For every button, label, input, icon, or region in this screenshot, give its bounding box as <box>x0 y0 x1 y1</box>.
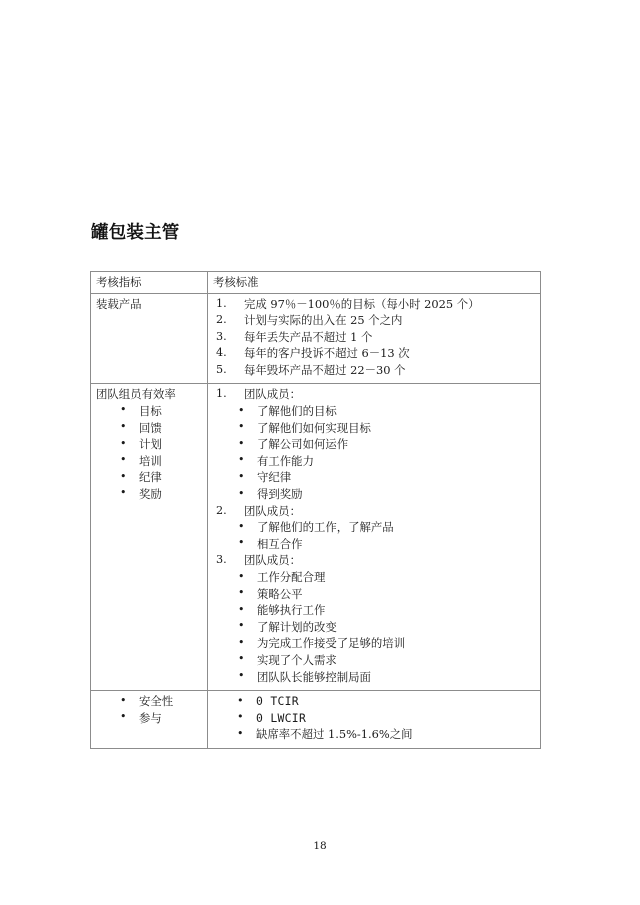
list-item: • 能够执行工作 <box>213 602 537 619</box>
sub-bullet-list <box>213 569 537 685</box>
list-number: 1. <box>216 296 227 310</box>
list-item <box>213 386 537 403</box>
list-item: • 0 TCIR <box>213 693 537 710</box>
list-item <box>213 312 537 329</box>
list-text: 每年丢失产品不超过 1 个 <box>244 329 373 344</box>
table-header-cell-standard <box>208 272 541 294</box>
table-row <box>91 293 541 384</box>
list-item: • 回馈 <box>96 420 204 437</box>
list-item: • 团队队长能够控制局面 <box>213 669 537 686</box>
list-text: 每年的客户投诉不超过 6－13 次 <box>244 346 410 361</box>
list-item: • 策略公平 <box>213 586 537 603</box>
list-item <box>213 345 537 362</box>
sub-bullet-list <box>213 403 537 503</box>
list-item: • 有工作能力 <box>213 453 537 470</box>
indicator-title: 装载产品 <box>96 296 142 311</box>
list-text: 计划与实际的出入在 25 个之内 <box>244 313 403 328</box>
list-item: • 工作分配合理 <box>213 569 537 586</box>
list-text: 完成 97％－100％的目标（每小时 2025 个） <box>244 296 480 311</box>
list-item <box>213 362 537 379</box>
assessment-table <box>90 271 541 749</box>
header-label-standard: 考核标准 <box>213 275 259 289</box>
standard-numbered-list <box>213 296 537 379</box>
list-item: • 了解公司如何运作 <box>213 436 537 453</box>
indicator-title: 团队组员有效率 <box>96 387 176 402</box>
page-number: 18 <box>313 840 327 852</box>
list-number: 2. <box>216 313 227 327</box>
row-standard-cell <box>208 691 541 749</box>
list-item <box>213 503 537 520</box>
list-item: • 目标 <box>96 403 204 420</box>
list-item: • 得到奖励 <box>213 486 537 503</box>
row-standard-cell <box>208 384 541 691</box>
indicator-bullet-list <box>96 693 204 726</box>
list-item: • 了解他们的工作，了解产品 <box>213 519 537 536</box>
list-item: • 了解计划的改变 <box>213 619 537 636</box>
list-text: 每年毁坏产品不超过 22－30 个 <box>244 362 406 377</box>
list-item <box>213 552 537 569</box>
list-number: 4. <box>216 346 227 360</box>
table-header-cell-indicator <box>91 272 208 294</box>
header-label-indicator: 考核指标 <box>96 275 142 289</box>
standard-numbered-list <box>213 386 537 685</box>
table-row <box>91 384 541 691</box>
list-number: 1. <box>216 387 227 401</box>
list-item: • 守纪律 <box>213 469 537 486</box>
list-item: • 了解他们如何实现目标 <box>213 420 537 437</box>
row-indicator-cell <box>91 293 208 384</box>
row-indicator-cell <box>91 691 208 749</box>
list-number: 3. <box>216 553 227 567</box>
page-title: 罐包装主管 <box>91 223 180 243</box>
table-header-row <box>91 272 541 294</box>
list-item: • 安全性 <box>96 693 204 710</box>
sub-bullet-list <box>213 519 537 552</box>
list-text: 团队成员： <box>244 553 301 568</box>
list-item: • 奖励 <box>96 486 204 503</box>
list-item: • 实现了个人需求 <box>213 652 537 669</box>
table-row <box>91 691 541 749</box>
list-number: 5. <box>216 362 227 376</box>
list-item: • 培训 <box>96 453 204 470</box>
row-indicator-cell <box>91 384 208 691</box>
list-text: 团队成员： <box>244 387 301 402</box>
list-item: • 计划 <box>96 436 204 453</box>
indicator-bullet-list <box>96 403 204 503</box>
list-item: • 相互合作 <box>213 536 537 553</box>
standard-bullet-list <box>213 693 537 743</box>
list-item: • 缺席率不超过 1.5%-1.6%之间 <box>213 726 537 743</box>
list-text: 团队成员： <box>244 503 301 518</box>
list-number: 3. <box>216 329 227 343</box>
list-item <box>213 329 537 346</box>
list-item: • 为完成工作接受了足够的培训 <box>213 635 537 652</box>
list-item: • 0 LWCIR <box>213 710 537 727</box>
list-number: 2. <box>216 503 227 517</box>
list-item: • 纪律 <box>96 469 204 486</box>
list-item: • 参与 <box>96 710 204 727</box>
row-standard-cell <box>208 293 541 384</box>
list-item <box>213 296 537 313</box>
list-item: • 了解他们的目标 <box>213 403 537 420</box>
